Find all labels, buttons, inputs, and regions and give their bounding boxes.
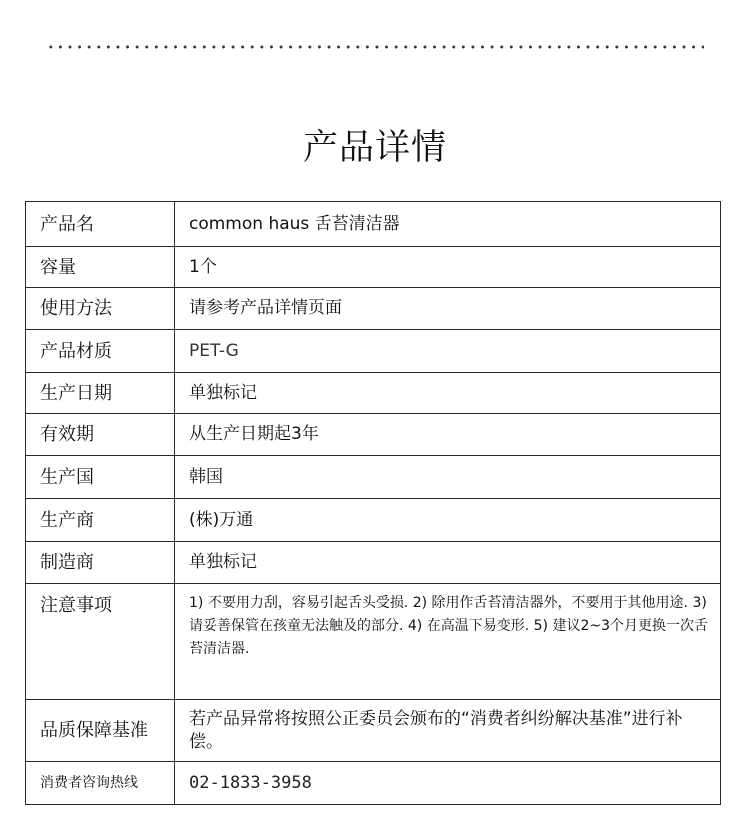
table-row-hotline — [26, 762, 721, 805]
table-row-manufacturer — [26, 542, 721, 584]
row-label: 品质保障基准 — [26, 700, 175, 762]
row-value: 单独标记 — [175, 373, 721, 414]
dotted-divider — [46, 45, 704, 49]
row-value: 1) 不要用力刮，容易引起舌头受损. 2) 除用作舌苔清洁器外，不要用于其他用途. 3) 请妥善保管在孩童无法触及的部分. 4) 在高温下易变形. 5) 建议2~3个月更换一次舌苔清洁器. — [175, 584, 721, 700]
row-value: 从生产日期起3年 — [175, 414, 721, 456]
row-label: 产品名 — [26, 202, 175, 247]
row-value: (株)万通 — [175, 499, 721, 542]
product-detail-table — [25, 201, 721, 805]
row-label: 注意事项 — [26, 584, 175, 700]
table-row-precautions — [26, 584, 721, 700]
table-row-product-name — [26, 202, 721, 247]
row-label: 有效期 — [26, 414, 175, 456]
table-row-usage — [26, 288, 721, 330]
hotline-number: 02-1833-3958 — [175, 762, 721, 805]
row-value: 韩国 — [175, 456, 721, 499]
row-label: 生产商 — [26, 499, 175, 542]
row-value: PET-G — [175, 330, 721, 373]
row-label: 产品材质 — [26, 330, 175, 373]
row-value: 若产品异常将按照公正委员会颁布的“消费者纠纷解决基准”进行补偿。 — [175, 700, 721, 762]
table-row-quality-standard — [26, 700, 721, 762]
row-label: 制造商 — [26, 542, 175, 584]
row-label: 消费者咨询热线 — [26, 762, 175, 805]
table-row-producer — [26, 499, 721, 542]
table-row-country — [26, 456, 721, 499]
row-value: 1个 — [175, 247, 721, 288]
page-title: 产品详情 — [302, 128, 447, 168]
row-label: 使用方法 — [26, 288, 175, 330]
row-label: 生产日期 — [26, 373, 175, 414]
row-value: common haus 舌苔清洁器 — [175, 202, 721, 247]
table-row-production-date — [26, 373, 721, 414]
table-row-capacity — [26, 247, 721, 288]
table-row-expiry — [26, 414, 721, 456]
row-label: 生产国 — [26, 456, 175, 499]
row-label: 容量 — [26, 247, 175, 288]
table-row-material — [26, 330, 721, 373]
row-value: 单独标记 — [175, 542, 721, 584]
row-value: 请参考产品详情页面 — [175, 288, 721, 330]
